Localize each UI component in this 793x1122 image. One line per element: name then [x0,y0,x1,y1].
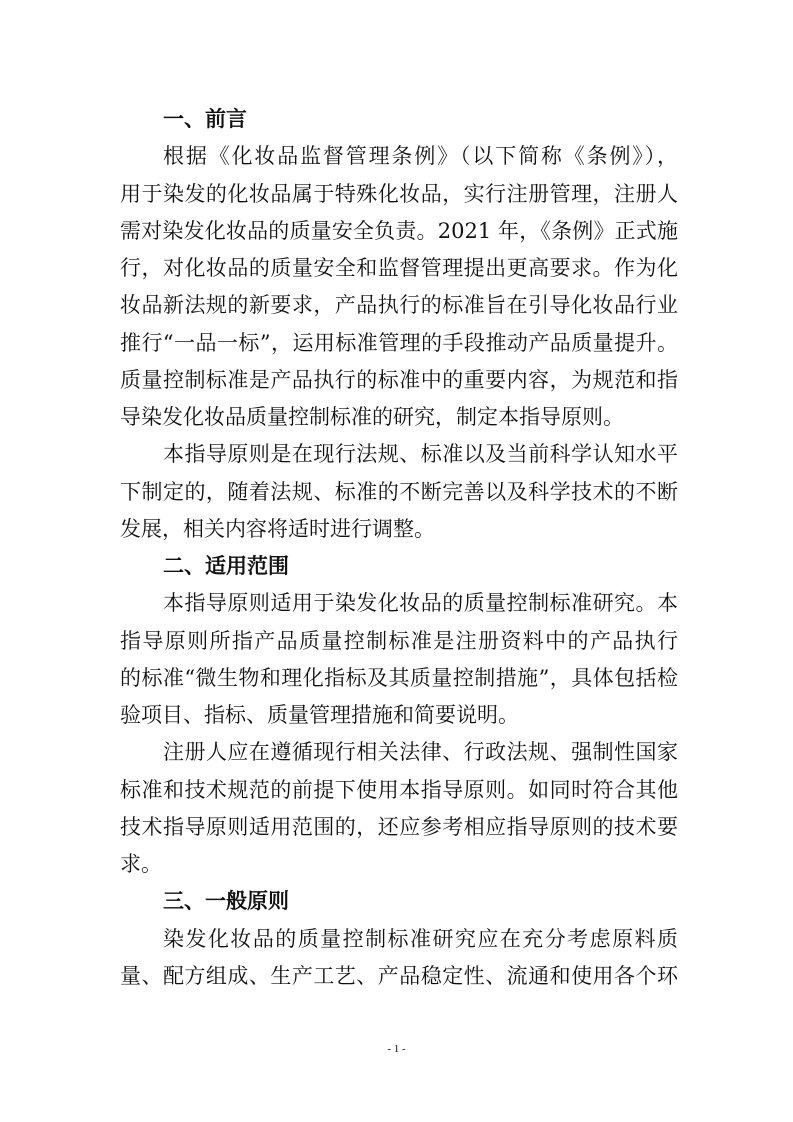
paragraph-line: 标准和技术规范的前提下使用本指导原则。如同时符合其他 [120,777,678,802]
paragraph-line: 验项目、指标、质量管理措施和简要说明。 [120,703,519,727]
paragraph [120,585,678,734]
paragraph-line: 需对染发化妆品的质量安全负责。2021 年，《条例》正式施 [120,218,678,243]
paragraph-line: 根据《化妆品监督管理条例》（以下简称《条例》）， [163,144,678,169]
paragraph-line: 指导原则所指产品质量控制标准是注册资料中的产品执行 [120,628,678,653]
paragraph-line: 下制定的，随着法规、标准的不断完善以及科学技术的不断 [120,479,678,504]
document-body [120,101,678,995]
paragraph-line: 染发化妆品的质量控制标准研究应在充分考虑原料质 [163,926,678,951]
paragraph-line: 质量控制标准是产品执行的标准中的重要内容，为规范和指 [120,367,678,392]
paragraph [120,921,678,996]
paragraph-line: 用于染发的化妆品属于特殊化妆品，实行注册管理，注册人 [120,181,678,206]
paragraph [120,138,678,436]
paragraph-line: 导染发化妆品质量控制标准的研究，制定本指导原则。 [120,405,624,429]
heading-text: 一、前言 [163,107,247,131]
paragraph-line: 推行“一品一标”，运用标准管理的手段推动产品质量提升。 [120,330,678,355]
paragraph-line: 的标准“微生物和理化指标及其质量控制措施”，具体包括检 [120,665,678,690]
paragraph-line: 行，对化妆品的质量安全和监督管理提出更高要求。作为化 [120,256,678,280]
paragraph-line: 妆品新法规的新要求，产品执行的标准旨在引导化妆品行业 [120,293,678,318]
section-heading [120,883,678,920]
heading-text: 二、适用范围 [163,554,289,578]
paragraph-line: 求。 [120,852,162,876]
paragraph [120,734,678,883]
paragraph-line: 量、配方组成、生产工艺、产品稳定性、流通和使用各个环 [120,963,678,988]
paragraph-line: 发展，相关内容将适时进行调整。 [120,516,435,541]
section-heading [120,548,678,585]
section-heading [120,101,678,138]
paragraph-line: 本指导原则是在现行法规、标准以及当前科学认知水平 [163,442,678,467]
paragraph-line: 技术指导原则适用范围的，还应参考相应指导原则的技术要 [120,814,678,839]
paragraph [120,436,678,548]
heading-text: 三、一般原则 [163,889,289,914]
paragraph-line: 本指导原则适用于染发化妆品的质量控制标准研究。本 [163,591,678,616]
paragraph-line: 注册人应在遵循现行相关法律、行政法规、强制性国家 [163,740,678,765]
page-number: - 1 - [387,1043,406,1055]
